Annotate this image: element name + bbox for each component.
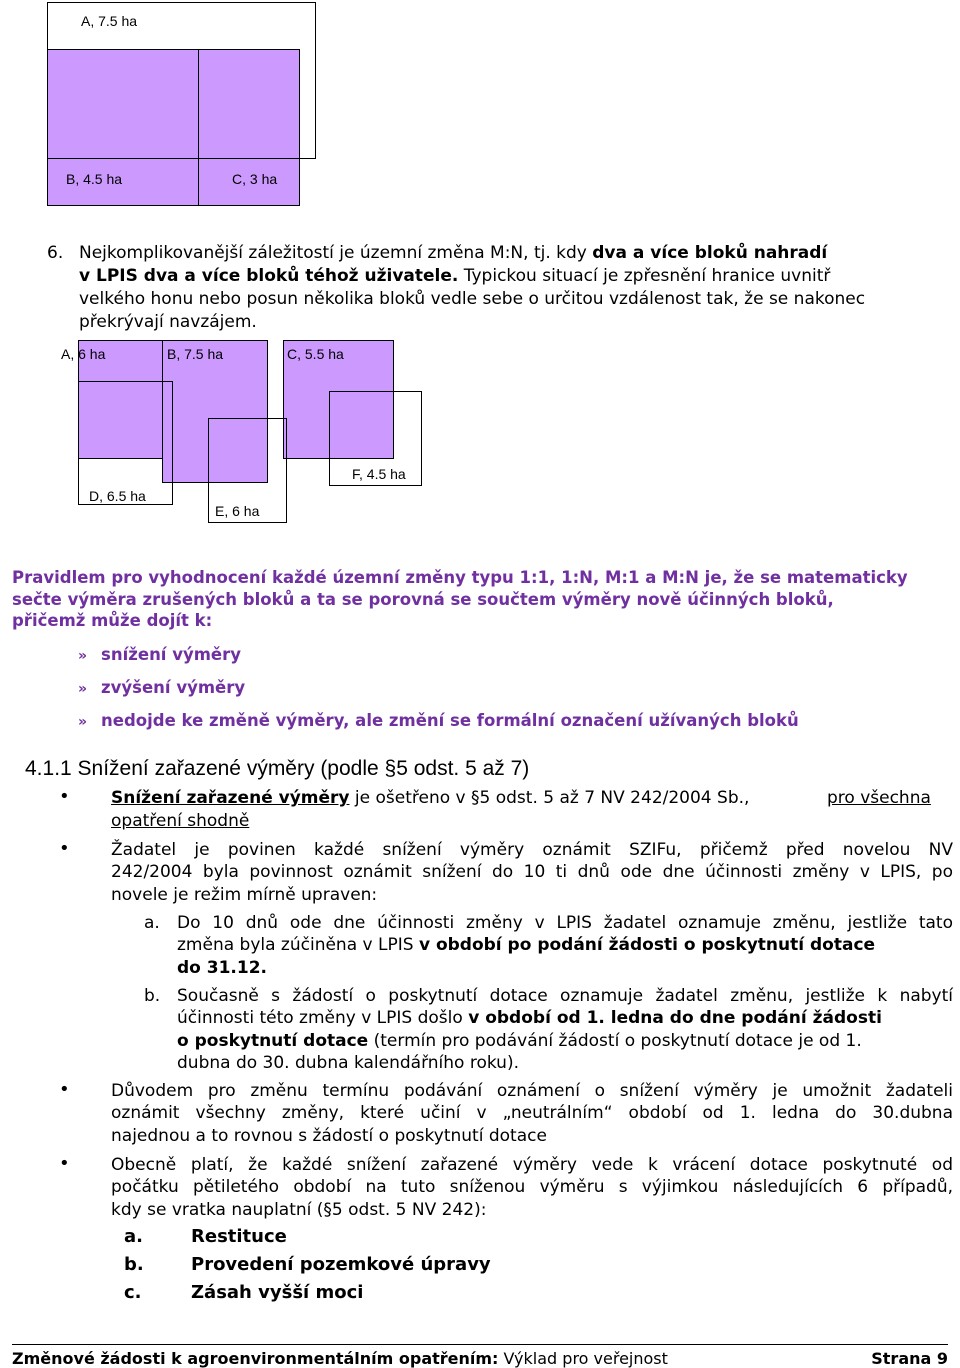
footer-title-rest: Výklad pro veřejnost bbox=[498, 1349, 668, 1368]
rule-item-3: » nedojde ke změně výměry, ale změní se formální označení užívaných bloků bbox=[78, 711, 799, 730]
page-footer bbox=[12, 1349, 948, 1368]
bullet-2-line3: novele je režim mírně upraven: bbox=[111, 885, 378, 905]
bullet-1-u2a: pro všechna bbox=[827, 788, 931, 808]
rule-text: Pravidlem pro vyhodnocení každé územní změny typu 1:1, 1:N, M:1 a M:N je, že se matematicky sečte výměra zrušených bloků a ta se porovná se součtem výměry nově účinných bloků, přičemž může dojít k: bbox=[12, 568, 908, 630]
sub-a-line1: Do 10 dnů ode dne účinnosti změny v LPIS žadatel oznamuje změnu, jestliže tato bbox=[177, 913, 953, 933]
item-6-line1: Nejkomplikovanější záležitostí je územní změna M:N, tj. kdy dva a více bloků nahradí bbox=[79, 243, 828, 263]
bullet-4-line3: kdy se vratka nauplatní (§5 odst. 5 NV 242): bbox=[111, 1200, 487, 1220]
bullet-3-line2: oznámit všechny změny, které učiní v „neutrálním“ období od 1. ledna do 30.dubna bbox=[111, 1103, 953, 1123]
bullet-3-mark: • bbox=[59, 1079, 70, 1100]
section-heading: 4.1.1 Snížení zařazené výměry (podle §5 odst. 5 až 7) bbox=[25, 757, 530, 780]
label-b: B, 4.5 ha bbox=[66, 171, 123, 187]
label-a: A, 7.5 ha bbox=[81, 13, 138, 29]
footer-title-bold: Změnové žádosti k agroenvironmentálním opatřením: bbox=[12, 1349, 499, 1368]
label-a2: A, 6 ha bbox=[61, 346, 106, 362]
label-d2: D, 6.5 ha bbox=[89, 488, 146, 504]
sub-b-line3: o poskytnutí dotace (termín pro podávání žádostí o poskytnutí dotace je od 1. bbox=[177, 1031, 862, 1051]
bullet-4-line1: Obecně platí, že každé snížení zařazené výměry vede k vrácení dotace poskytnuté od bbox=[111, 1155, 953, 1175]
footer-divider bbox=[12, 1344, 948, 1345]
label-f2: F, 4.5 ha bbox=[352, 466, 406, 482]
rule-item-1: » snížení výměry bbox=[78, 645, 241, 664]
label-c: C, 3 ha bbox=[232, 171, 278, 187]
sub-b-line2: účinnosti této změny v LPIS došlo v období od 1. ledna do dne podání žádosti bbox=[177, 1008, 882, 1028]
sub-a-line2: změna byla zúčiněna v LPIS v období po podání žádosti o poskytnutí dotace bbox=[177, 935, 876, 955]
case-a-text: Restituce bbox=[191, 1226, 287, 1247]
label-c2: C, 5.5 ha bbox=[287, 346, 344, 362]
bullet-1-line1: Snížení zařazené výměry je ošetřeno v §5 odst. 5 až 7 NV 242/2004 Sb., bbox=[111, 788, 750, 808]
footer-page: Strana 9 bbox=[871, 1349, 948, 1368]
case-b-text: Provedení pozemkové úpravy bbox=[191, 1254, 491, 1275]
case-b-mark: b. bbox=[124, 1254, 144, 1275]
sub-b-line4: dubna do 30. dubna kalendářního roku). bbox=[177, 1053, 519, 1073]
bullet-2-line1: Žadatel je povinen každé snížení výměry oznámit SZIFu, přičemž před novelou NV bbox=[111, 840, 953, 860]
item-6-number: 6. bbox=[47, 243, 64, 263]
item-6-line2: v LPIS dva a více bloků téhož uživatele. Typickou situací je zpřesnění hranice uvnitř bbox=[79, 266, 831, 286]
sub-b-mark: b. bbox=[144, 986, 161, 1006]
bullet-1-line2: opatření shodně bbox=[111, 811, 250, 831]
bullet-4-mark: • bbox=[59, 1153, 70, 1174]
sub-a-mark: a. bbox=[144, 913, 160, 933]
case-c-mark: c. bbox=[124, 1282, 142, 1303]
bullet-3-line3: najednou a to rovnou s žádostí o poskytnutí dotace bbox=[111, 1126, 547, 1146]
rule-item-2: » zvýšení výměry bbox=[78, 678, 246, 697]
bullet-4-line2: počátku pětiletého období na tuto sníženou výměru s výjimkou následujících 6 případů, bbox=[111, 1177, 953, 1197]
item-6-line4: překrývají navzájem. bbox=[79, 312, 257, 332]
label-b2: B, 7.5 ha bbox=[167, 346, 224, 362]
bullet-3-line1: Důvodem pro změnu termínu podávání oznámení o snížení výměry je umožnit žadateli bbox=[111, 1081, 953, 1101]
block-d2 bbox=[78, 381, 173, 505]
bullet-2-line2: 242/2004 byla povinnost oznámit snížení do 10 ti dnů ode dne účinnosti změny v LPIS, po bbox=[111, 862, 953, 882]
case-a-mark: a. bbox=[124, 1226, 143, 1247]
sub-a-line3: do 31.12. bbox=[177, 958, 267, 978]
bullet-1-mark: • bbox=[59, 786, 70, 807]
item-6-line3: velkého honu nebo posun několika bloků vedle sebe o určitou vzdálenost tak, že se nakonec bbox=[79, 289, 866, 309]
bullet-2-mark: • bbox=[59, 838, 70, 859]
sub-b-line1: Současně s žádostí o poskytnutí dotace oznamuje žadatel změnu, jestliže k nabytí bbox=[177, 986, 953, 1006]
label-e2: E, 6 ha bbox=[215, 503, 260, 519]
case-c-text: Zásah vyšší moci bbox=[191, 1282, 364, 1303]
